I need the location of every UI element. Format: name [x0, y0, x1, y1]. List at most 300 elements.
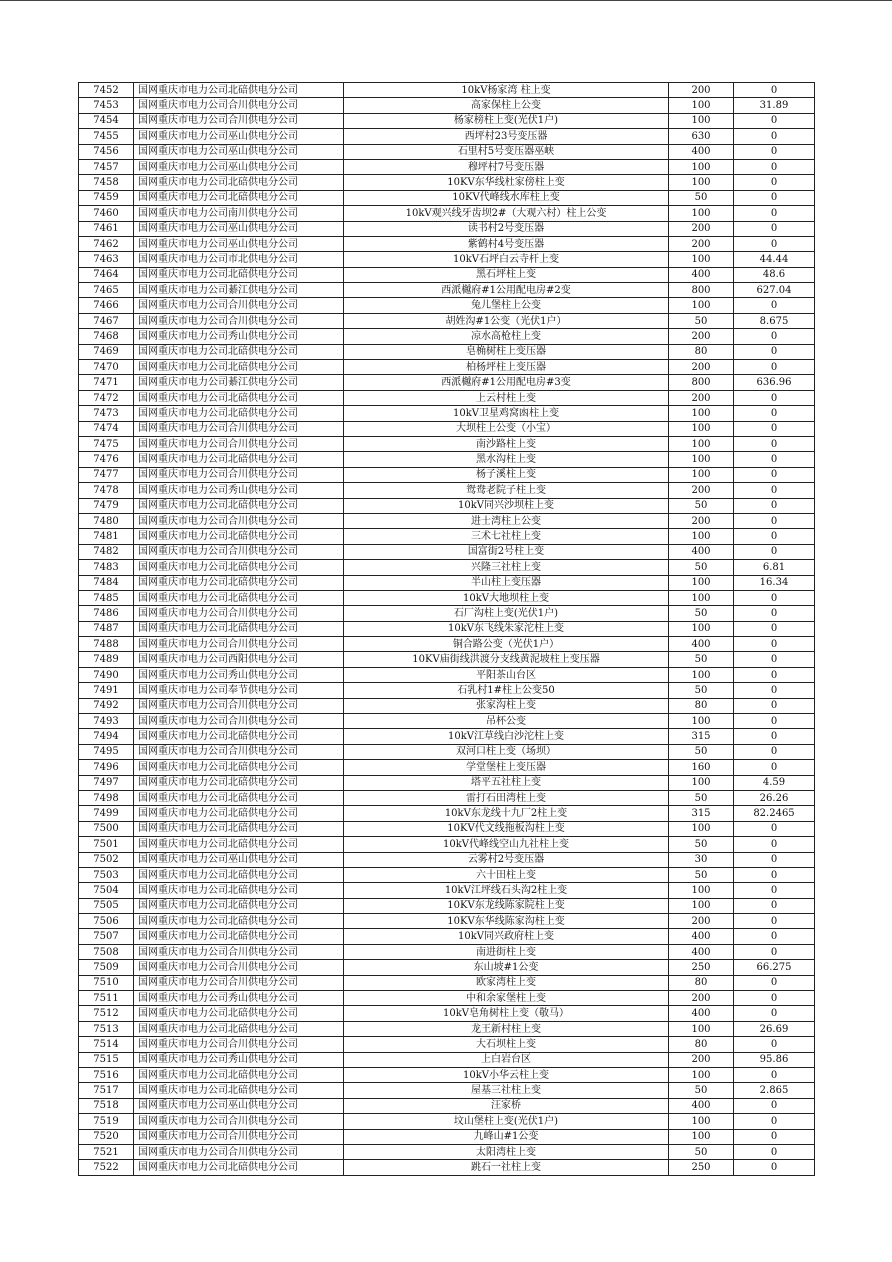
value-cell: 0	[734, 991, 815, 1006]
company-cell: 国网重庆市电力公司北碚供电分公司	[134, 190, 344, 205]
value-cell: 0	[734, 729, 815, 744]
row-number-cell: 7497	[79, 775, 134, 790]
value-cell: 0	[734, 1006, 815, 1021]
table-body	[79, 83, 815, 1176]
company-cell: 国网重庆市电力公司北碚供电分公司	[134, 406, 344, 421]
row-number-cell: 7501	[79, 837, 134, 852]
transformer-name-cell: 进士湾柱上公变	[344, 513, 669, 528]
table-row	[79, 898, 815, 913]
value-cell: 0	[734, 1114, 815, 1129]
transformer-name-cell: 10kV同兴政府柱上变	[344, 929, 669, 944]
company-cell: 国网重庆市电力公司合川供电分公司	[134, 714, 344, 729]
transformer-name-cell: 大石坝柱上变	[344, 1037, 669, 1052]
company-cell: 国网重庆市电力公司秀山供电分公司	[134, 991, 344, 1006]
value-cell: 0	[734, 621, 815, 636]
value-cell: 82.2465	[734, 806, 815, 821]
capacity-cell: 50	[669, 606, 734, 621]
row-number-cell: 7494	[79, 729, 134, 744]
table-row	[79, 744, 815, 759]
row-number-cell: 7457	[79, 159, 134, 174]
capacity-cell: 80	[669, 1037, 734, 1052]
value-cell: 4.59	[734, 775, 815, 790]
capacity-cell: 50	[669, 837, 734, 852]
capacity-cell: 100	[669, 206, 734, 221]
capacity-cell: 100	[669, 575, 734, 590]
transformer-name-cell: 学堂堡柱上变压器	[344, 760, 669, 775]
value-cell: 26.69	[734, 1021, 815, 1036]
row-number-cell: 7483	[79, 560, 134, 575]
transformer-name-cell: 塔平五社柱上变	[344, 775, 669, 790]
capacity-cell: 400	[669, 267, 734, 282]
transformer-name-cell: 10kV石坪白云寺杆上变	[344, 252, 669, 267]
capacity-cell: 100	[669, 714, 734, 729]
company-cell: 国网重庆市电力公司北碚供电分公司	[134, 806, 344, 821]
table-row	[79, 1021, 815, 1036]
company-cell: 国网重庆市电力公司南川供电分公司	[134, 206, 344, 221]
transformer-name-cell: 10KV东华线杜家傍柱上变	[344, 175, 669, 190]
company-cell: 国网重庆市电力公司合川供电分公司	[134, 113, 344, 128]
value-cell: 0	[734, 944, 815, 959]
company-cell: 国网重庆市电力公司巫山供电分公司	[134, 236, 344, 251]
company-cell: 国网重庆市电力公司北碚供电分公司	[134, 729, 344, 744]
row-number-cell: 7458	[79, 175, 134, 190]
company-cell: 国网重庆市电力公司合川供电分公司	[134, 436, 344, 451]
table-row	[79, 929, 815, 944]
transformer-name-cell: 穆坪村7号变压器	[344, 159, 669, 174]
table-row	[79, 790, 815, 805]
row-number-cell: 7512	[79, 1006, 134, 1021]
capacity-cell: 50	[669, 1144, 734, 1159]
value-cell: 0	[734, 360, 815, 375]
company-cell: 国网重庆市电力公司秀山供电分公司	[134, 1052, 344, 1067]
company-cell: 国网重庆市电力公司巫山供电分公司	[134, 159, 344, 174]
company-cell: 国网重庆市电力公司北碚供电分公司	[134, 390, 344, 405]
capacity-cell: 200	[669, 329, 734, 344]
table-row	[79, 498, 815, 513]
capacity-cell: 100	[669, 1129, 734, 1144]
value-cell: 0	[734, 83, 815, 98]
capacity-cell: 50	[669, 652, 734, 667]
capacity-cell: 100	[669, 1068, 734, 1083]
row-number-cell: 7490	[79, 667, 134, 682]
row-number-cell: 7480	[79, 513, 134, 528]
company-cell: 国网重庆市电力公司北碚供电分公司	[134, 1068, 344, 1083]
company-cell: 国网重庆市电力公司北碚供电分公司	[134, 267, 344, 282]
company-cell: 国网重庆市电力公司北碚供电分公司	[134, 175, 344, 190]
value-cell: 0	[734, 436, 815, 451]
transformer-name-cell: 10KV代文线拖板沟柱上变	[344, 821, 669, 836]
value-cell: 0	[734, 498, 815, 513]
row-number-cell: 7493	[79, 714, 134, 729]
value-cell: 0	[734, 898, 815, 913]
value-cell: 0	[734, 236, 815, 251]
capacity-cell: 100	[669, 436, 734, 451]
company-cell: 国网重庆市电力公司北碚供电分公司	[134, 621, 344, 636]
company-cell: 国网重庆市电力公司巫山供电分公司	[134, 852, 344, 867]
row-number-cell: 7517	[79, 1083, 134, 1098]
value-cell: 0	[734, 483, 815, 498]
row-number-cell: 7465	[79, 283, 134, 298]
capacity-cell: 100	[669, 590, 734, 605]
transformer-name-cell: 黑石坪柱上变	[344, 267, 669, 282]
capacity-cell: 315	[669, 729, 734, 744]
company-cell: 国网重庆市电力公司北碚供电分公司	[134, 790, 344, 805]
row-number-cell: 7505	[79, 898, 134, 913]
value-cell: 0	[734, 652, 815, 667]
row-number-cell: 7460	[79, 206, 134, 221]
transformer-name-cell: 九峰山#1公变	[344, 1129, 669, 1144]
capacity-cell: 100	[669, 821, 734, 836]
capacity-cell: 200	[669, 513, 734, 528]
table-row	[79, 252, 815, 267]
transformer-name-cell: 紫鹤村4号变压器	[344, 236, 669, 251]
value-cell: 0	[734, 667, 815, 682]
transformer-name-cell: 雷打石田湾柱上变	[344, 790, 669, 805]
table-row	[79, 175, 815, 190]
value-cell: 0	[734, 1098, 815, 1113]
transformer-name-cell: 10kV东飞线朱家沱柱上变	[344, 621, 669, 636]
table-row	[79, 821, 815, 836]
table-row	[79, 883, 815, 898]
company-cell: 国网重庆市电力公司巫山供电分公司	[134, 144, 344, 159]
company-cell: 国网重庆市电力公司秀山供电分公司	[134, 667, 344, 682]
table-row	[79, 1129, 815, 1144]
value-cell: 48.6	[734, 267, 815, 282]
table-row	[79, 129, 815, 144]
row-number-cell: 7470	[79, 360, 134, 375]
row-number-cell: 7469	[79, 344, 134, 359]
transformer-name-cell: 汪家桥	[344, 1098, 669, 1113]
value-cell: 0	[734, 883, 815, 898]
capacity-cell: 200	[669, 390, 734, 405]
table-row	[79, 1006, 815, 1021]
value-cell: 0	[734, 329, 815, 344]
value-cell: 0	[734, 821, 815, 836]
row-number-cell: 7510	[79, 975, 134, 990]
row-number-cell: 7473	[79, 406, 134, 421]
capacity-cell: 100	[669, 113, 734, 128]
value-cell: 0	[734, 914, 815, 929]
company-cell: 国网重庆市电力公司北碚供电分公司	[134, 1083, 344, 1098]
transformer-name-cell: 10kV小华云柱上变	[344, 1068, 669, 1083]
value-cell: 0	[734, 344, 815, 359]
row-number-cell: 7491	[79, 683, 134, 698]
company-cell: 国网重庆市电力公司巫山供电分公司	[134, 129, 344, 144]
transformer-name-cell: 兴隆三社柱上变	[344, 560, 669, 575]
value-cell: 0	[734, 406, 815, 421]
transformer-name-cell: 欧家湾柱上变	[344, 975, 669, 990]
capacity-cell: 50	[669, 498, 734, 513]
capacity-cell: 200	[669, 483, 734, 498]
company-cell: 国网重庆市电力公司北碚供电分公司	[134, 929, 344, 944]
table-row	[79, 98, 815, 113]
capacity-cell: 250	[669, 1160, 734, 1175]
transformer-name-cell: 六十田柱上变	[344, 867, 669, 882]
value-cell: 0	[734, 590, 815, 605]
transformer-name-cell: 吊杯公变	[344, 714, 669, 729]
capacity-cell: 50	[669, 560, 734, 575]
value-cell: 0	[734, 714, 815, 729]
table-row	[79, 1068, 815, 1083]
company-cell: 国网重庆市电力公司市北供电分公司	[134, 252, 344, 267]
row-number-cell: 7504	[79, 883, 134, 898]
transformer-name-cell: 跳石一社柱上变	[344, 1160, 669, 1175]
company-cell: 国网重庆市电力公司北碚供电分公司	[134, 1160, 344, 1175]
row-number-cell: 7479	[79, 498, 134, 513]
value-cell: 0	[734, 390, 815, 405]
row-number-cell: 7472	[79, 390, 134, 405]
transformer-name-cell: 读书村2号变压器	[344, 221, 669, 236]
value-cell: 0	[734, 867, 815, 882]
table-row	[79, 390, 815, 405]
value-cell: 0	[734, 837, 815, 852]
row-number-cell: 7459	[79, 190, 134, 205]
value-cell: 636.96	[734, 375, 815, 390]
table-row	[79, 113, 815, 128]
transformer-name-cell: 坟山堡柱上变(光伏1户)	[344, 1114, 669, 1129]
company-cell: 国网重庆市电力公司北碚供电分公司	[134, 883, 344, 898]
capacity-cell: 200	[669, 360, 734, 375]
capacity-cell: 315	[669, 806, 734, 821]
table-row	[79, 375, 815, 390]
transformer-name-cell: 石里村5号变压器巫峡	[344, 144, 669, 159]
company-cell: 国网重庆市电力公司合川供电分公司	[134, 698, 344, 713]
table-row	[79, 483, 815, 498]
company-cell: 国网重庆市电力公司北碚供电分公司	[134, 498, 344, 513]
capacity-cell: 400	[669, 544, 734, 559]
table-row	[79, 298, 815, 313]
capacity-cell: 100	[669, 883, 734, 898]
transformer-name-cell: 10KV庙街线洪渡分支线黄泥坡柱上变压器	[344, 652, 669, 667]
table-row	[79, 544, 815, 559]
row-number-cell: 7489	[79, 652, 134, 667]
transformer-name-cell: 上云村柱上变	[344, 390, 669, 405]
capacity-cell: 400	[669, 1006, 734, 1021]
row-number-cell: 7511	[79, 991, 134, 1006]
row-number-cell: 7495	[79, 744, 134, 759]
company-cell: 国网重庆市电力公司北碚供电分公司	[134, 575, 344, 590]
transformer-name-cell: 10kV观兴线牙齿坝2#（大观六村）柱上公变	[344, 206, 669, 221]
table-row	[79, 1114, 815, 1129]
table-row	[79, 637, 815, 652]
transformer-name-cell: 东山坡#1公变	[344, 960, 669, 975]
capacity-cell: 200	[669, 83, 734, 98]
table-row	[79, 206, 815, 221]
company-cell: 国网重庆市电力公司合川供电分公司	[134, 1129, 344, 1144]
company-cell: 国网重庆市电力公司合川供电分公司	[134, 606, 344, 621]
company-cell: 国网重庆市电力公司合川供电分公司	[134, 298, 344, 313]
table-row	[79, 714, 815, 729]
transformer-name-cell: 凉水高枪柱上变	[344, 329, 669, 344]
value-cell: 0	[734, 144, 815, 159]
row-number-cell: 7516	[79, 1068, 134, 1083]
capacity-cell: 800	[669, 375, 734, 390]
company-cell: 国网重庆市电力公司北碚供电分公司	[134, 898, 344, 913]
table-row	[79, 944, 815, 959]
table-row	[79, 729, 815, 744]
transformer-name-cell: 中和余家堡柱上变	[344, 991, 669, 1006]
capacity-cell: 80	[669, 975, 734, 990]
transformer-name-cell: 胡姓沟#1公变（光伏1户）	[344, 313, 669, 328]
value-cell: 0	[734, 1129, 815, 1144]
table-row	[79, 1160, 815, 1175]
company-cell: 国网重庆市电力公司巫山供电分公司	[134, 1098, 344, 1113]
row-number-cell: 7475	[79, 436, 134, 451]
value-cell: 0	[734, 113, 815, 128]
value-cell: 0	[734, 298, 815, 313]
transformer-name-cell: 10kV皂角树柱上变（敬马）	[344, 1006, 669, 1021]
company-cell: 国网重庆市电力公司合川供电分公司	[134, 1037, 344, 1052]
value-cell: 0	[734, 760, 815, 775]
capacity-cell: 100	[669, 1021, 734, 1036]
value-cell: 0	[734, 1037, 815, 1052]
capacity-cell: 630	[669, 129, 734, 144]
transformer-name-cell: 西派樾府#1公用配电房#3变	[344, 375, 669, 390]
transformer-name-cell: 国富街2号柱上变	[344, 544, 669, 559]
value-cell: 0	[734, 606, 815, 621]
table-row	[79, 513, 815, 528]
value-cell: 0	[734, 190, 815, 205]
capacity-cell: 400	[669, 1098, 734, 1113]
row-number-cell: 7506	[79, 914, 134, 929]
row-number-cell: 7503	[79, 867, 134, 882]
transformer-name-cell: 石乳村1#柱上公变50	[344, 683, 669, 698]
transformer-table	[78, 82, 815, 1176]
value-cell: 2.865	[734, 1083, 815, 1098]
company-cell: 国网重庆市电力公司北碚供电分公司	[134, 775, 344, 790]
capacity-cell: 100	[669, 406, 734, 421]
value-cell: 0	[734, 221, 815, 236]
capacity-cell: 800	[669, 283, 734, 298]
table-row	[79, 236, 815, 251]
table-row	[79, 575, 815, 590]
company-cell: 国网重庆市电力公司北碚供电分公司	[134, 867, 344, 882]
row-number-cell: 7467	[79, 313, 134, 328]
value-cell: 26.26	[734, 790, 815, 805]
table-row	[79, 1037, 815, 1052]
row-number-cell: 7488	[79, 637, 134, 652]
row-number-cell: 7461	[79, 221, 134, 236]
table-row	[79, 267, 815, 282]
transformer-name-cell: 大坝柱上公变（小宝）	[344, 421, 669, 436]
capacity-cell: 50	[669, 683, 734, 698]
capacity-cell: 100	[669, 621, 734, 636]
company-cell: 国网重庆市电力公司北碚供电分公司	[134, 1021, 344, 1036]
transformer-name-cell: 黑水沟柱上变	[344, 452, 669, 467]
capacity-cell: 50	[669, 190, 734, 205]
capacity-cell: 100	[669, 1114, 734, 1129]
value-cell: 0	[734, 1068, 815, 1083]
value-cell: 95.86	[734, 1052, 815, 1067]
transformer-name-cell: 10kV杨家湾 柱上变	[344, 83, 669, 98]
row-number-cell: 7513	[79, 1021, 134, 1036]
row-number-cell: 7476	[79, 452, 134, 467]
row-number-cell: 7477	[79, 467, 134, 482]
capacity-cell: 100	[669, 175, 734, 190]
value-cell: 44.44	[734, 252, 815, 267]
value-cell: 16.34	[734, 575, 815, 590]
company-cell: 国网重庆市电力公司北碚供电分公司	[134, 821, 344, 836]
row-number-cell: 7487	[79, 621, 134, 636]
table-row	[79, 867, 815, 882]
value-cell: 0	[734, 637, 815, 652]
row-number-cell: 7485	[79, 590, 134, 605]
table-row	[79, 283, 815, 298]
transformer-name-cell: 10kV大地坝柱上变	[344, 590, 669, 605]
company-cell: 国网重庆市电力公司合川供电分公司	[134, 513, 344, 528]
value-cell: 0	[734, 129, 815, 144]
transformer-name-cell: 10kV同兴沙坝柱上变	[344, 498, 669, 513]
table-row	[79, 698, 815, 713]
capacity-cell: 200	[669, 1052, 734, 1067]
table-row	[79, 313, 815, 328]
value-cell: 0	[734, 698, 815, 713]
capacity-cell: 200	[669, 914, 734, 929]
table-row	[79, 159, 815, 174]
table-row	[79, 406, 815, 421]
row-number-cell: 7484	[79, 575, 134, 590]
transformer-name-cell: 上白岩台区	[344, 1052, 669, 1067]
transformer-name-cell: 10kV代峰线空山九社柱上变	[344, 837, 669, 852]
company-cell: 国网重庆市电力公司北碚供电分公司	[134, 529, 344, 544]
company-cell: 国网重庆市电力公司合川供电分公司	[134, 960, 344, 975]
table-row	[79, 652, 815, 667]
capacity-cell: 100	[669, 98, 734, 113]
table-row	[79, 360, 815, 375]
table-row	[79, 775, 815, 790]
company-cell: 国网重庆市电力公司合川供电分公司	[134, 637, 344, 652]
company-cell: 国网重庆市电力公司北碚供电分公司	[134, 837, 344, 852]
row-number-cell: 7464	[79, 267, 134, 282]
table-row	[79, 452, 815, 467]
value-cell: 0	[734, 975, 815, 990]
transformer-name-cell: 太阳湾柱上变	[344, 1144, 669, 1159]
row-number-cell: 7515	[79, 1052, 134, 1067]
value-cell: 0	[734, 852, 815, 867]
row-number-cell: 7455	[79, 129, 134, 144]
row-number-cell: 7463	[79, 252, 134, 267]
table-row	[79, 529, 815, 544]
table-row	[79, 606, 815, 621]
table-row	[79, 975, 815, 990]
transformer-name-cell: 10kV卫星鸡窝凼柱上变	[344, 406, 669, 421]
company-cell: 国网重庆市电力公司合川供电分公司	[134, 1114, 344, 1129]
value-cell: 0	[734, 683, 815, 698]
row-number-cell: 7492	[79, 698, 134, 713]
row-number-cell: 7482	[79, 544, 134, 559]
transformer-name-cell: 屋基三社柱上变	[344, 1083, 669, 1098]
table-row	[79, 760, 815, 775]
capacity-cell: 50	[669, 744, 734, 759]
value-cell: 0	[734, 206, 815, 221]
row-number-cell: 7502	[79, 852, 134, 867]
transformer-name-cell: 西派樾府#1公用配电房#2变	[344, 283, 669, 298]
company-cell: 国网重庆市电力公司合川供电分公司	[134, 944, 344, 959]
row-number-cell: 7486	[79, 606, 134, 621]
capacity-cell: 400	[669, 637, 734, 652]
table-row	[79, 436, 815, 451]
transformer-name-cell: 鸳鸯老院子柱上变	[344, 483, 669, 498]
value-cell: 0	[734, 744, 815, 759]
row-number-cell: 7521	[79, 1144, 134, 1159]
capacity-cell: 100	[669, 898, 734, 913]
row-number-cell: 7481	[79, 529, 134, 544]
company-cell: 国网重庆市电力公司合川供电分公司	[134, 467, 344, 482]
value-cell: 627.04	[734, 283, 815, 298]
company-cell: 国网重庆市电力公司北碚供电分公司	[134, 360, 344, 375]
capacity-cell: 100	[669, 467, 734, 482]
row-number-cell: 7462	[79, 236, 134, 251]
